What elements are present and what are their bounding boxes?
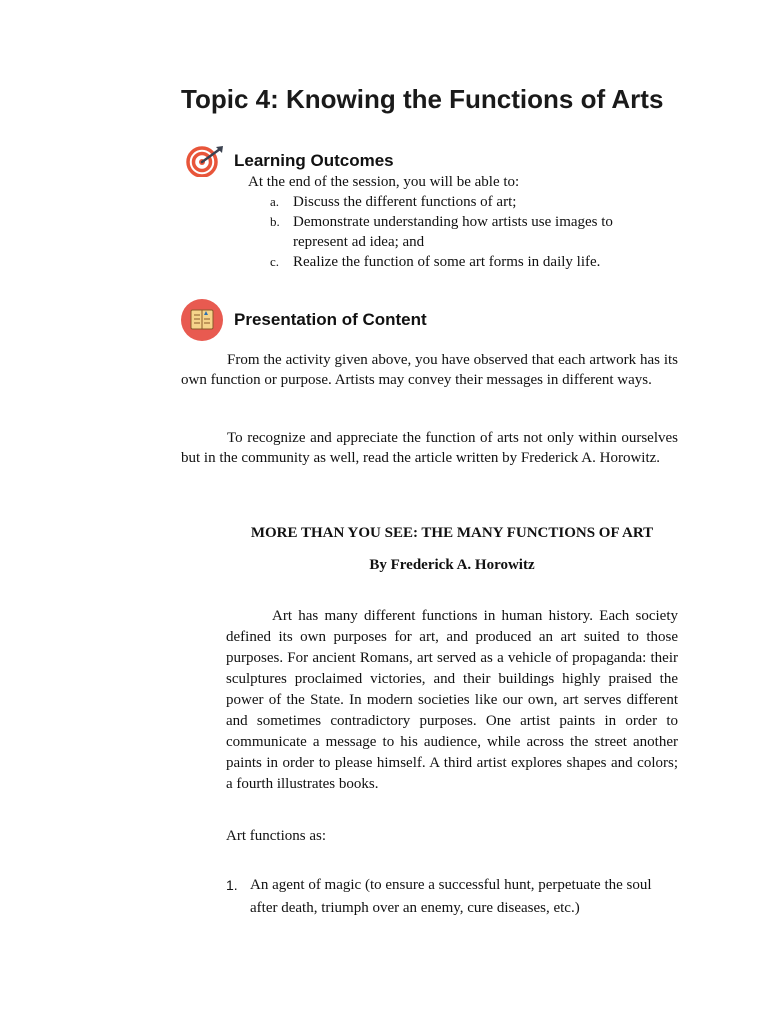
article-title: MORE THAN YOU SEE: THE MANY FUNCTIONS OF ART (250, 525, 654, 541)
list-marker: b. (270, 214, 280, 229)
functions-intro: Art functions as: (226, 828, 326, 844)
list-item-text: Discuss the different functions of art; (293, 194, 517, 210)
learning-outcomes-heading: Learning Outcomes (234, 151, 394, 170)
list-item (226, 874, 678, 920)
content-paragraph: From the activity given above, you have observed that each artwork has its own function or purpose. Artists may convey their messages in different ways. (181, 352, 678, 388)
list-item (270, 252, 670, 272)
list-item-text: An agent of magic (to ensure a successful hunt, perpetuate the soul after death, triumph over an enemy, cure diseases, etc.) (250, 877, 652, 916)
outcomes-intro: At the end of the session, you will be able to: (248, 174, 520, 190)
book-icon (180, 298, 224, 347)
list-marker: 1. (226, 877, 238, 893)
outcomes-list (270, 192, 670, 272)
content-paragraph: To recognize and appreciate the function of arts not only within ourselves but in the community as well, read the article written by Frederick A. Horowitz. (181, 430, 678, 466)
list-item-text: Demonstrate understanding how artists use images to represent ad idea; and (293, 214, 613, 250)
list-item (270, 212, 670, 252)
list-marker: c. (270, 254, 280, 269)
list-marker: a. (270, 194, 280, 209)
functions-list (226, 874, 678, 920)
page-title: Topic 4: Knowing the Functions of Arts (181, 84, 664, 114)
list-item (270, 192, 670, 212)
article-body: Art has many different functions in human history. Each society defined its own purposes for art, and produced an art suited to those purposes. For ancient Romans, art served as a vehicle of propaganda: their sculptures proclaimed victories, and their buildings highly praised the power of the State. In modern societies like our own, art serves different and sometimes contradictory purposes. One artist paints in order to communicate a message to his audience, while across the street another paints in order to please himself. A third artist explores shapes and colors; a fourth illustrates books. (226, 608, 678, 792)
presentation-heading: Presentation of Content (234, 310, 427, 329)
target-icon (182, 145, 226, 182)
list-item-text: Realize the function of some art forms in daily life. (293, 254, 601, 270)
article-byline: By Frederick A. Horowitz (369, 557, 535, 573)
